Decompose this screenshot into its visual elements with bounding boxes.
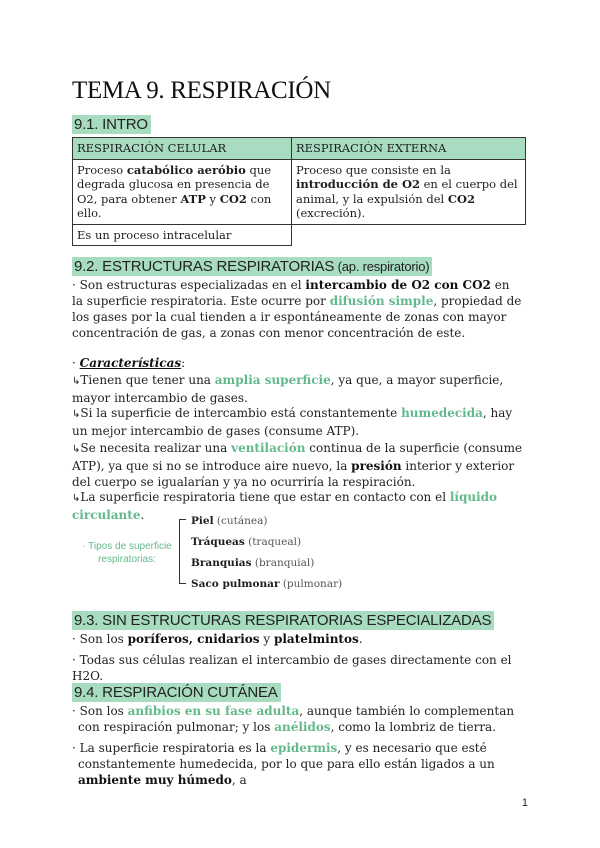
no-structures-groups: · Son los poríferos, cnidarios y platelmintos. — [72, 632, 363, 646]
surface-type-item: Saco pulmonar (pulmonar) — [191, 578, 343, 590]
surface-type-item: Tráqueas (traqueal) — [191, 536, 302, 548]
page-title: TEMA 9. RESPIRACIÓN — [72, 77, 331, 104]
table-header-external: RESPIRACIÓN EXTERNA — [292, 138, 526, 160]
surface-type-item: Piel (cutánea) — [191, 515, 268, 527]
table-cell-external: Proceso que consiste en la introducción de O2 en el cuerpo del animal, y la expulsión del CO2 (excreción). — [292, 159, 526, 224]
structures-paragraph: · Son estructuras especializadas en el intercambio de O2 con CO2 en la superficie respiratoria. Este ocurre por difusión simple, propiedad de los gases por la cual tienden a ir espontáneamente de zonas con mayor concentración de gas, a zonas con menor concentración de este. — [72, 278, 522, 340]
characteristic-item: ↳Se necesita realizar una ventilación continua de la superficie (consume ATP), ya que si no se introduce aire nuevo, la presión interior y exterior del cuerpo se igualarían y ya no ocurriría la respiración. — [72, 441, 523, 489]
section-heading-cutaneous: 9.4. RESPIRACIÓN CUTÁNEA — [72, 683, 281, 702]
characteristic-item: ↳Si la superficie de intercambio está constantemente humedecida, hay un mejor intercambio de gases (consume ATP). — [72, 406, 513, 438]
surface-type-item: Branquias (branquial) — [191, 557, 315, 569]
no-structures-exchange: · Todas sus células realizan el intercambio de gases directamente con el H2O. — [72, 653, 512, 683]
table-header-cellular: RESPIRACIÓN CELULAR — [73, 138, 292, 160]
arrow-icon: ↳ — [72, 409, 81, 420]
table-cell-intracellular: Es un proceso intracelular — [73, 224, 292, 246]
section-heading-intro: 9.1. INTRO — [72, 115, 151, 134]
table-cell-cellular: Proceso catabólico aeróbio que degrada glucosa en presencia de O2, para obtener ATP y CO2 con ello. — [73, 159, 292, 224]
respiration-table — [72, 137, 526, 246]
section-heading-no-structures: 9.3. SIN ESTRUCTURAS RESPIRATORIAS ESPECIALIZADAS — [72, 611, 494, 630]
characteristic-item: ↳Tienen que tener una amplia superficie, ya que, a mayor superficie, mayor intercambio de gases. — [72, 373, 504, 405]
arrow-icon: ↳ — [72, 493, 81, 504]
characteristic-item: ↳La superficie respiratoria tiene que estar en contacto con el líquido circulante. — [72, 490, 498, 522]
section-heading-structures: 9.2. ESTRUCTURAS RESPIRATORIAS (ap. respiratorio) — [72, 257, 432, 276]
cutaneous-animals: · Son los anfibios en su fase adulta, aunque también lo complementan con respiración pulmonar; y los anélidos, como la lombriz de tierra. — [72, 704, 515, 734]
arrow-icon: ↳ — [72, 444, 81, 455]
page-number: 1 — [521, 797, 528, 809]
arrow-icon: ↳ — [72, 376, 81, 387]
surface-types-label: · Tipos de superficie respiratorias: — [82, 541, 172, 565]
cutaneous-surface: · La superficie respiratoria es la epidermis, y es necesario que esté constantemente humedecida, por lo que para ello están ligados a un ambiente muy húmedo, a — [72, 741, 495, 787]
bracket — [179, 519, 180, 584]
characteristics-label: · Características: — [72, 356, 186, 370]
